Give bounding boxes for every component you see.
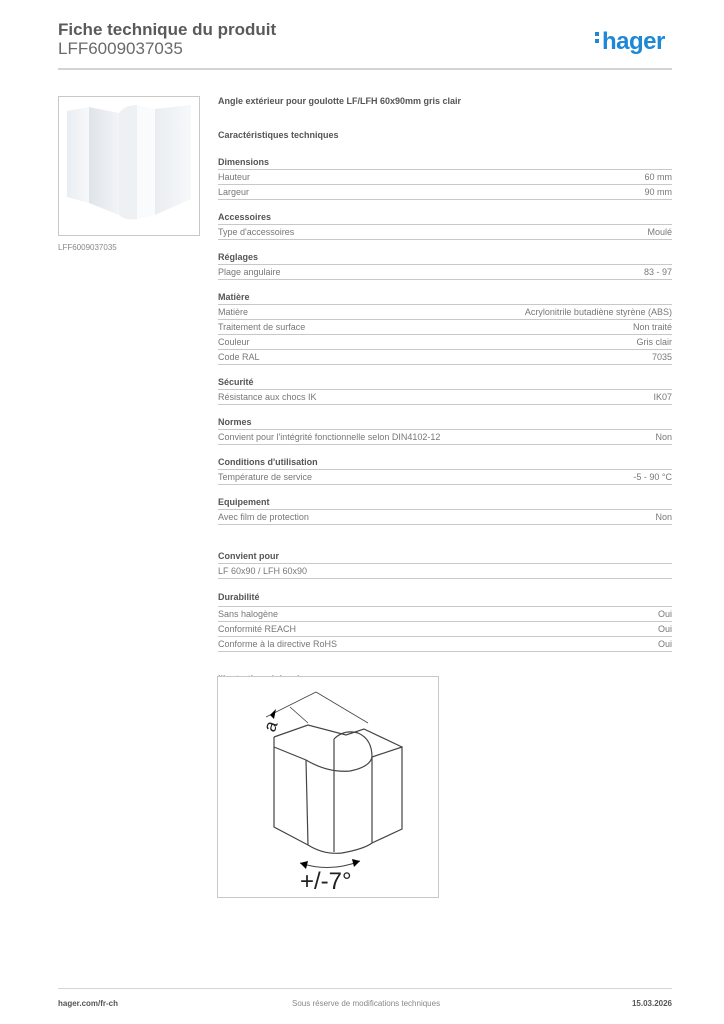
svg-text:a: a: [259, 718, 282, 735]
spec-row: Couleur Gris clair: [218, 335, 672, 350]
spec-group-securite: [218, 375, 672, 405]
spec-group-accessoires: [218, 210, 672, 240]
footer-disclaimer: Sous réserve de modifications techniques: [292, 999, 441, 1008]
hager-logo: hager: [595, 28, 665, 56]
group-title: Normes: [218, 415, 672, 430]
spec-group-durabilite: [218, 589, 672, 652]
product-reference: LFF6009037035: [58, 39, 183, 58]
spec-row: Code RAL 7035: [218, 350, 672, 365]
technical-drawing: [217, 676, 439, 898]
group-title: Equipement: [218, 495, 672, 510]
spec-row: Résistance aux chocs IK IK07: [218, 390, 672, 405]
footer-website-link[interactable]: hager.com/fr-ch: [58, 999, 119, 1008]
spec-row: Conformité REACH Oui: [218, 622, 672, 637]
group-title: Accessoires: [218, 210, 672, 225]
spec-row: Sans halogène Oui: [218, 607, 672, 622]
product-description: Angle extérieur pour goulotte LF/LFH 60x90mm gris clair: [218, 96, 462, 106]
spec-group-dimensions: [218, 155, 672, 200]
spec-group-equipement: [218, 495, 672, 525]
spec-row: LF 60x90 / LFH 60x90: [218, 564, 672, 579]
page-title: Fiche technique du produit: [58, 20, 277, 39]
corner-drawing-icon: [218, 677, 438, 897]
spec-row: Température de service -5 - 90 °C: [218, 470, 672, 485]
group-title: Dimensions: [218, 155, 672, 170]
specs-heading: Caractéristiques techniques: [218, 130, 339, 140]
svg-text:+/-7°: +/-7°: [300, 868, 352, 895]
spec-row: Traitement de surface Non traité: [218, 320, 672, 335]
spec-row: Convient pour l'intégrité fonctionnelle selon DIN4102-12 Non: [218, 430, 672, 445]
footer-date: 15.03.2026: [631, 999, 672, 1008]
group-title: Matière: [218, 290, 672, 305]
spec-row: Conforme à la directive RoHS Oui: [218, 637, 672, 652]
photo-caption: LFF6009037035: [58, 243, 117, 252]
product-photo: [58, 96, 200, 236]
group-title: Conditions d'utilisation: [218, 455, 672, 470]
spec-group-conditions: [218, 455, 672, 485]
group-title: Réglages: [218, 250, 672, 265]
logo-colon-icon: [595, 29, 600, 46]
spec-group-normes: [218, 415, 672, 445]
product-image-icon: [59, 97, 199, 235]
group-title: Durabilité: [218, 589, 672, 607]
spec-row: Avec film de protection Non: [218, 510, 672, 525]
spec-group-matiere: [218, 290, 672, 365]
spec-row: Type d'accessoires Moulé: [218, 225, 672, 240]
group-title: Sécurité: [218, 375, 672, 390]
spec-group-reglages: [218, 250, 672, 280]
spec-row: Matière Acrylonitrile butadiène styrène (ABS): [218, 305, 672, 320]
spec-row: Plage angulaire 83 - 97: [218, 265, 672, 280]
spec-row: Largeur 90 mm: [218, 185, 672, 200]
spec-row: Hauteur 60 mm: [218, 170, 672, 185]
group-title: Convient pour: [218, 549, 672, 564]
spec-content: [218, 96, 672, 688]
footer-divider: [58, 988, 672, 989]
header-divider: [58, 68, 672, 70]
spec-group-convient-pour: [218, 549, 672, 579]
